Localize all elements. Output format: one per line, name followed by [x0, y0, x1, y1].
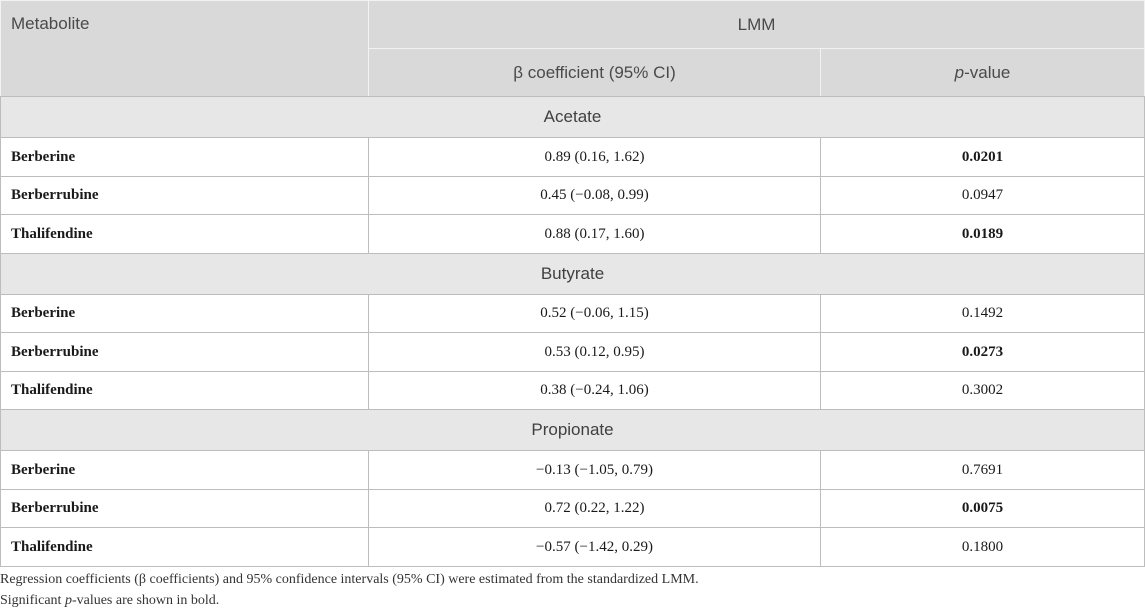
metabolite-cell: Berberine	[1, 138, 369, 177]
metabolite-cell: Thalifendine	[1, 215, 369, 254]
metabolite-cell: Thalifendine	[1, 371, 369, 410]
table-row	[1, 294, 1145, 333]
beta-ci-cell: 0.38 (−0.24, 1.06)	[369, 371, 821, 410]
table-row	[1, 215, 1145, 254]
footnote-significance-suffix: -values are shown in bold.	[71, 592, 220, 608]
p-value-cell: 0.0201	[821, 138, 1145, 177]
p-italic: p	[954, 62, 965, 82]
section-row	[1, 253, 1145, 294]
metabolite-cell: Berberine	[1, 294, 369, 333]
metabolite-cell: Thalifendine	[1, 528, 369, 567]
p-value-cell: 0.7691	[821, 451, 1145, 490]
table-row	[1, 333, 1145, 372]
beta-ci-cell: 0.89 (0.16, 1.62)	[369, 138, 821, 177]
table-row	[1, 371, 1145, 410]
p-value-cell: 0.0189	[821, 215, 1145, 254]
lmm-header: LMM	[369, 1, 1145, 49]
footnote-significance	[0, 590, 1145, 611]
p-value-cell: 0.3002	[821, 371, 1145, 410]
metabolite-cell: Berberrubine	[1, 333, 369, 372]
table-row	[1, 489, 1145, 528]
table-row	[1, 138, 1145, 177]
section-heading: Acetate	[1, 97, 1145, 138]
footnote-p-italic: p	[64, 592, 72, 608]
p-value-cell: 0.0947	[821, 176, 1145, 215]
beta-ci-cell: 0.45 (−0.08, 0.99)	[369, 176, 821, 215]
table-row	[1, 451, 1145, 490]
header-row	[1, 1, 1145, 49]
metabolite-cell: Berberrubine	[1, 176, 369, 215]
footnote-regression: Regression coefficients (β coefficients) and 95% confidence intervals (95% CI) were estimated from the standardized LMM.	[0, 571, 699, 587]
p-value-cell: 0.1492	[821, 294, 1145, 333]
table-row	[1, 528, 1145, 567]
beta-ci-header: β coefficient (95% CI)	[369, 49, 821, 97]
table-body	[1, 97, 1145, 567]
metabolite-header: Metabolite	[1, 1, 369, 97]
table-footnotes	[0, 569, 1145, 611]
beta-ci-cell: 0.72 (0.22, 1.22)	[369, 489, 821, 528]
p-value-suffix: -value	[964, 62, 1011, 82]
section-heading: Butyrate	[1, 253, 1145, 294]
beta-ci-cell: 0.52 (−0.06, 1.15)	[369, 294, 821, 333]
beta-ci-cell: −0.57 (−1.42, 0.29)	[369, 528, 821, 567]
table-row	[1, 176, 1145, 215]
beta-ci-cell: −0.13 (−1.05, 0.79)	[369, 451, 821, 490]
section-heading: Propionate	[1, 410, 1145, 451]
p-value-cell: 0.0075	[821, 489, 1145, 528]
metabolite-cell: Berberine	[1, 451, 369, 490]
p-value-cell: 0.0273	[821, 333, 1145, 372]
p-value-cell: 0.1800	[821, 528, 1145, 567]
metabolite-cell: Berberrubine	[1, 489, 369, 528]
section-row	[1, 97, 1145, 138]
p-value-header	[821, 49, 1145, 97]
footnote-significance-prefix: Significant	[0, 592, 65, 608]
table-header	[1, 1, 1145, 97]
beta-ci-cell: 0.88 (0.17, 1.60)	[369, 215, 821, 254]
beta-ci-cell: 0.53 (0.12, 0.95)	[369, 333, 821, 372]
section-row	[1, 410, 1145, 451]
